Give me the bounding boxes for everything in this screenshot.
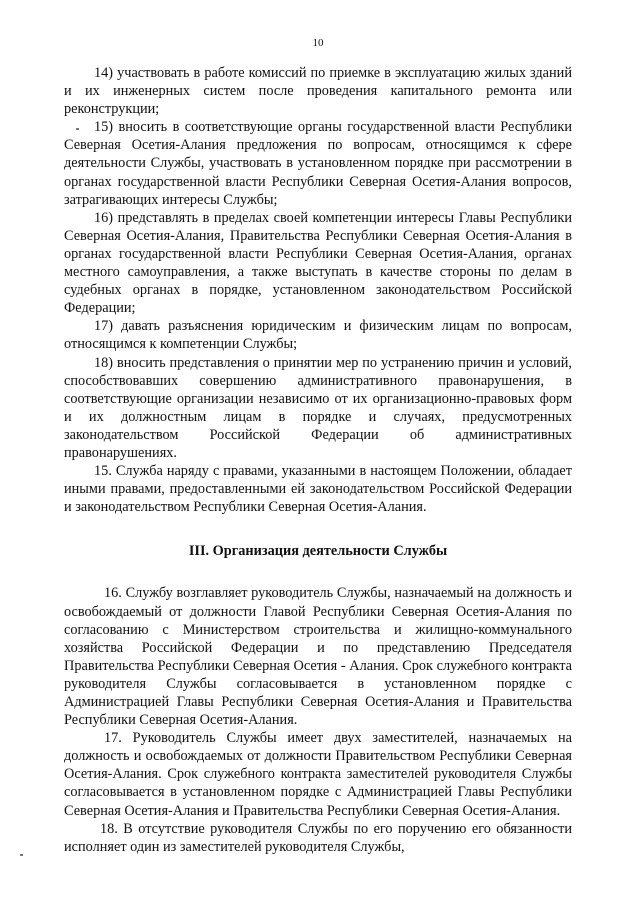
paragraph-clause-18: 18. В отсутствие руководителя Службы по его поручению его обязанности исполняет один из заместителей руководителя Службы, — [64, 820, 572, 855]
paragraph-item-18: 18) вносить представления о принятии мер по устранению причин и условий, способствовавших совершению административного правонарушения, в соответствующие организации независимо от их организационно-правовых форм и их должностным лицам в порядке и случаях, предусмотренных законодательством Российской Федерации об административных правонарушениях. — [64, 354, 572, 461]
section-heading: III. Организация деятельности Службы — [188, 543, 448, 560]
paragraph-clause-16: 16. Службу возглавляет руководитель Службы, назначаемый на должность и освобождаемый от должности Главой Республики Северная Осетия-Алания по согласованию с Министерством строительства и жилищно-коммунального хозяйства Российской Федерации и по представлению Председателя Правительства Республики Северная Осетия - Алания. Срок служебного контракта руководителя Службы согласовывается в установленном порядке с Администрацией Главы Республики Северная Осетия-Алания и Правительства Республики Северная Осетия-Алания. — [64, 585, 572, 729]
paragraph-clause-17: 17. Руководитель Службы имеет двух заместителей, назначаемых на должность и освобождаемых от должности Правительством Республики Северная Осетия-Алания. Срок служебного контракта заместителей руководителя Службы согласовывается в установленном порядке с Администрацией Главы Республики Северная Осетия-Алания и Правительства Республики Северная Осетия-Алания. — [64, 730, 572, 819]
paragraph-item-16: 16) представлять в пределах своей компетенции интересы Главы Республики Северная Осетия-Алания, Правительства Республики Северная Осетия-Алания в органах государственной власти Республики Северная Осетия-Алания, органах местного самоуправления, а также выступать в качестве стороны по делам в судебных органах в порядке, установленном законодательством Российской Федерации; — [64, 209, 572, 317]
scan-artifact — [20, 854, 23, 856]
page-number: 10 — [312, 37, 324, 49]
paragraph-item-15: 15) вносить в соответствующие органы государственной власти Республики Северная Осетия-Алания предложения по вопросам, относящимся к сфере деятельности Службы, участвовать в установленном порядке при рассмотрении в органах государственной власти Республики Северная Осетия-Алания вопросов, затрагивающих интересы Службы; — [64, 119, 572, 208]
paragraph-item-14: 14) участвовать в работе комиссий по приемке в эксплуатацию жилых зданий и их инженерных систем после проведения капитального ремонта или реконструкции; — [64, 65, 572, 118]
scan-artifact — [76, 128, 79, 130]
paragraph-clause-15: 15. Служба наряду с правами, указанными в настоящем Положении, обладает иными правами, предоставленными ей законодательством Российской Федерации и законодательством Республики Северная Осетия-Алания. — [64, 463, 572, 516]
document-body — [64, 64, 572, 856]
paragraph-item-17: 17) давать разъяснения юридическим и физическим лицам по вопросам, относящимся к компетенции Службы; — [64, 318, 572, 353]
